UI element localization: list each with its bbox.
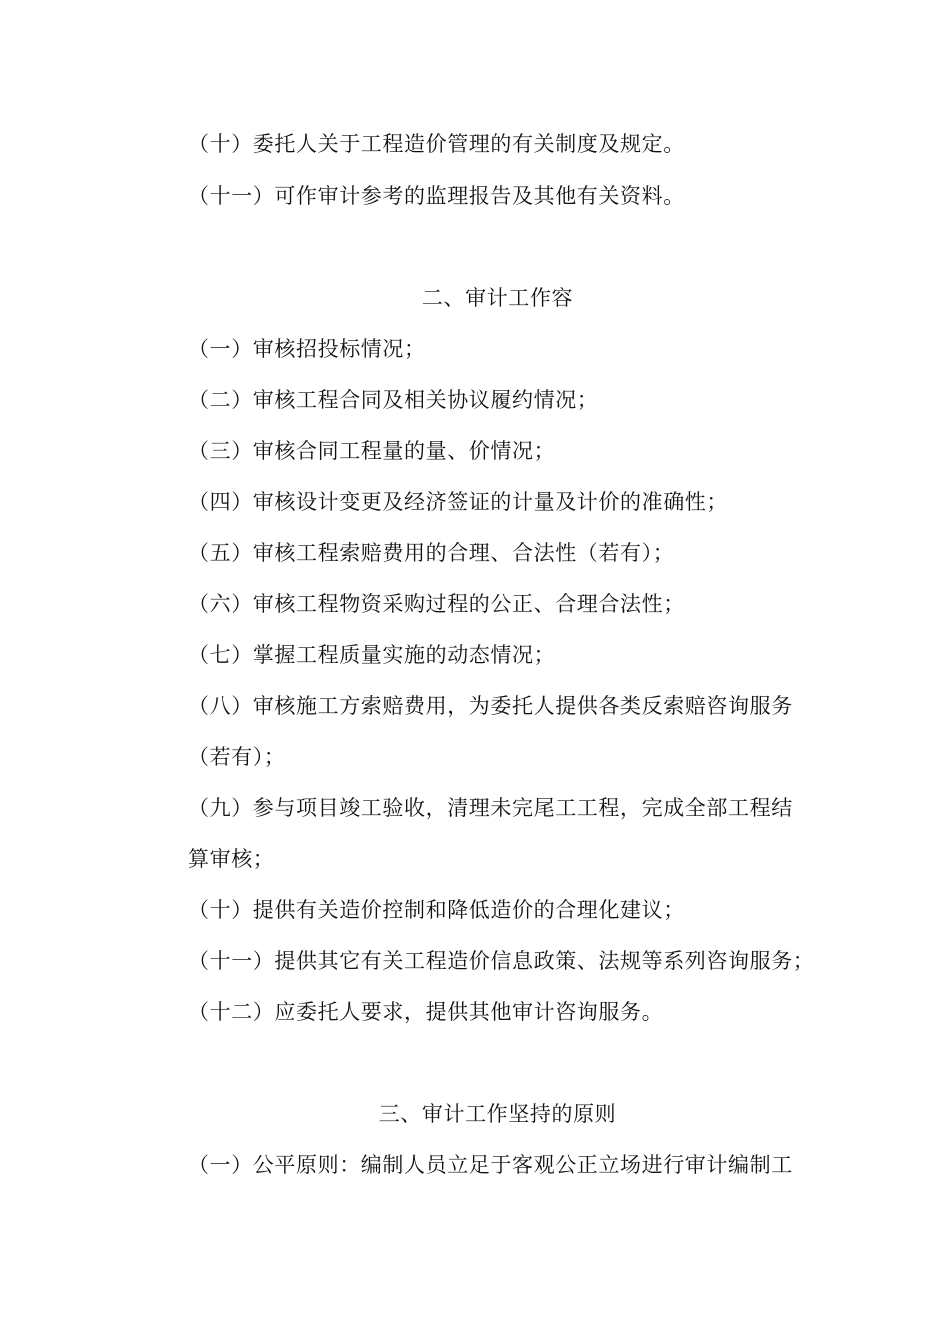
paragraph-line: （十）委托人关于工程造价管理的有关制度及规定。 xyxy=(188,132,685,156)
list-item: （十一）提供其它有关工程造价信息政策、法规等系列咨询服务； xyxy=(188,949,815,973)
section-heading: 三、审计工作坚持的原则 xyxy=(378,1102,617,1126)
list-item: （四）审核设计变更及经济签证的计量及计价的准确性； xyxy=(188,490,728,514)
section-heading: 二、审计工作容 xyxy=(421,286,574,310)
list-item: （十）提供有关造价控制和降低造价的合理化建议； xyxy=(188,898,685,922)
list-item: （九）参与项目竣工验收，清理未完尾工工程，完成全部工程结 xyxy=(188,796,793,820)
paragraph-line: （十一）可作审计参考的监理报告及其他有关资料。 xyxy=(188,184,685,208)
list-item: （六）审核工程物资采购过程的公正、合理合法性； xyxy=(188,592,685,616)
list-item: （五）审核工程索赔费用的合理、合法性（若有）； xyxy=(188,541,675,565)
list-item: （七）掌握工程质量实施的动态情况； xyxy=(188,643,556,667)
list-item: （三）审核合同工程量的量、价情况； xyxy=(188,439,556,463)
list-item: （八）审核施工方索赔费用，为委托人提供各类反索赔咨询服务 xyxy=(188,694,793,718)
list-item: （二）审核工程合同及相关协议履约情况； xyxy=(188,388,599,412)
list-item-continuation: （若有）； xyxy=(188,745,286,769)
list-item: （一）公平原则：编制人员立足于客观公正立场进行审计编制工 xyxy=(188,1153,793,1177)
list-item: （一）审核招投标情况； xyxy=(188,337,426,361)
list-item: （十二）应委托人要求，提供其他审计咨询服务。 xyxy=(188,1000,664,1024)
list-item-continuation: 算审核； xyxy=(188,847,275,871)
